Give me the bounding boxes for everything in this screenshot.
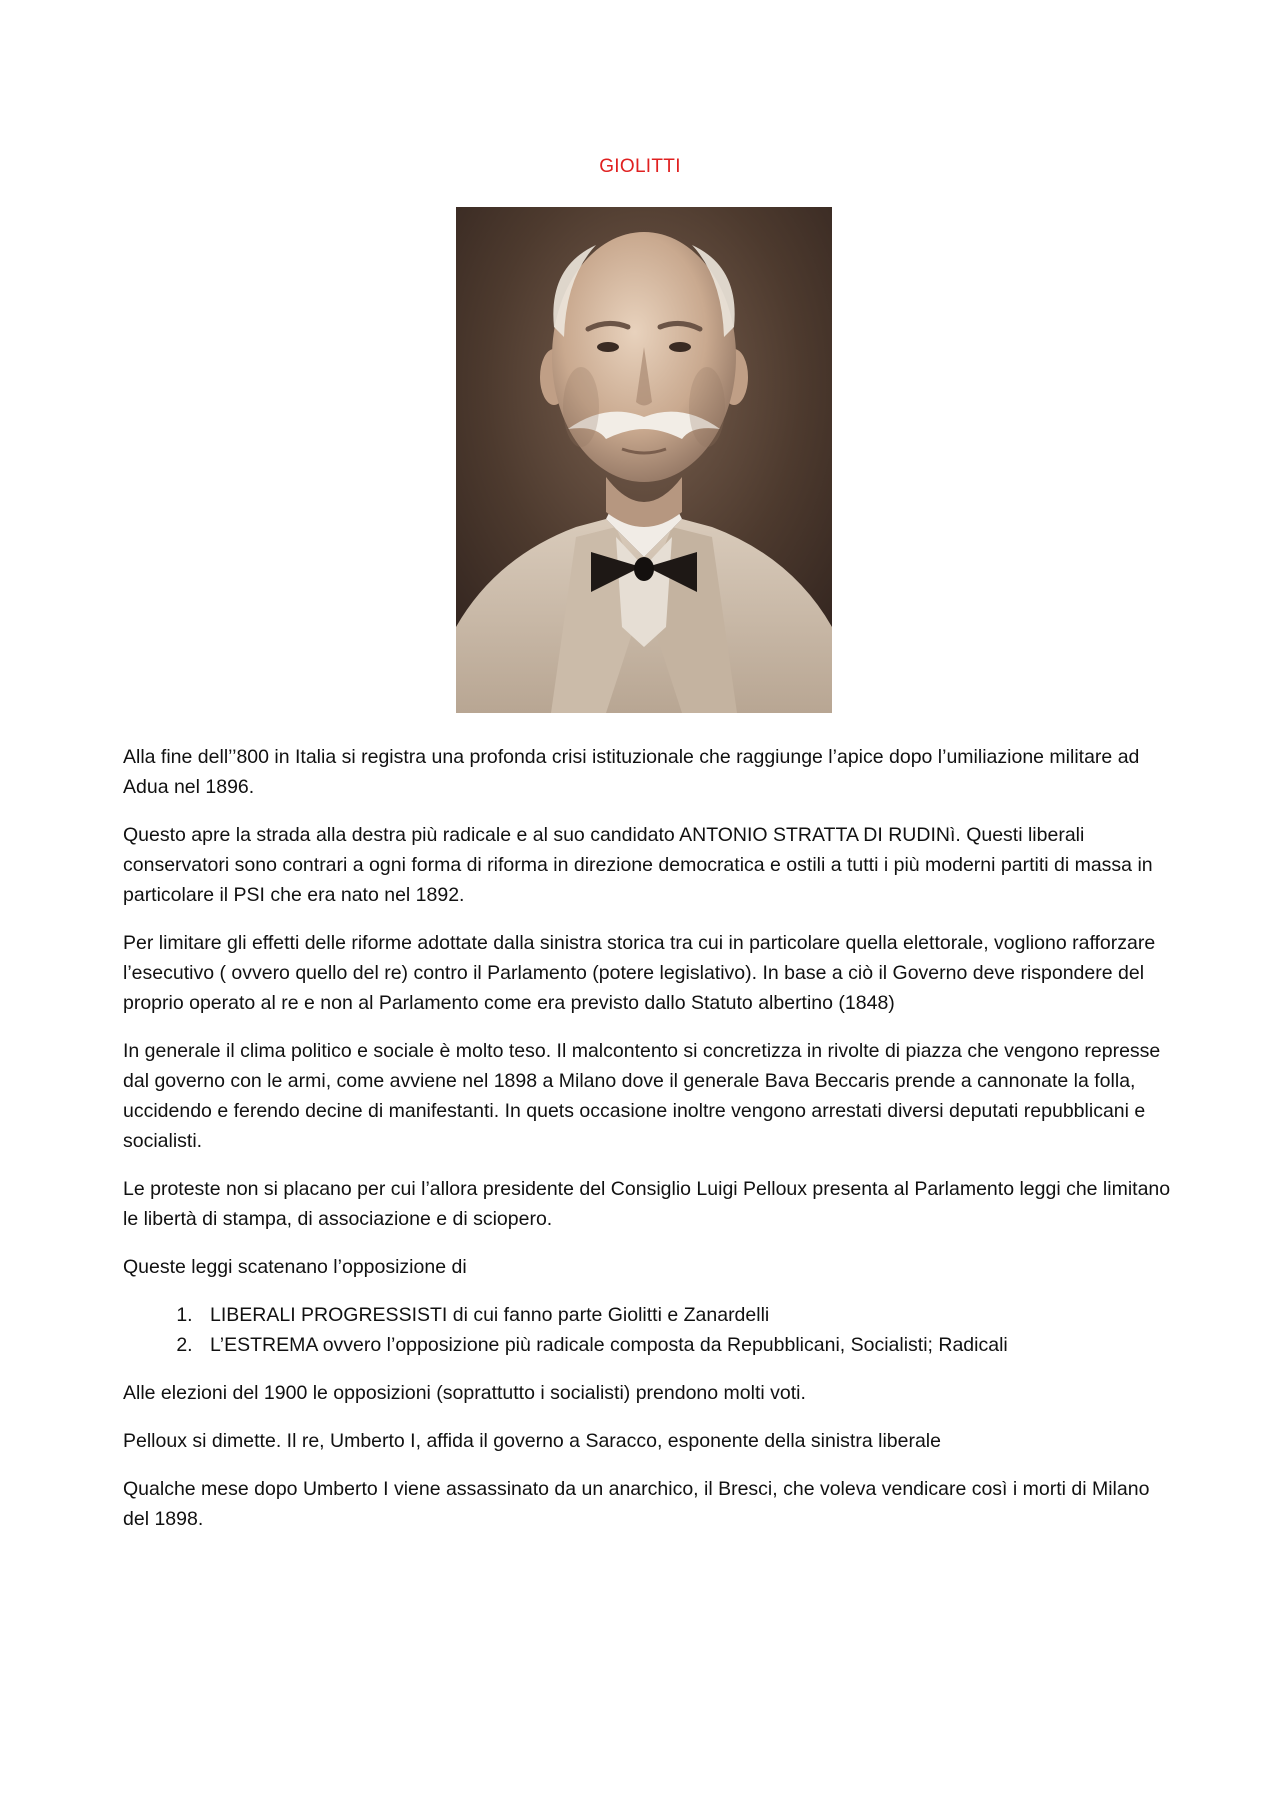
- list-item: 1. LIBERALI PROGRESSISTI di cui fanno parte Giolitti e Zanardelli: [198, 1300, 1173, 1330]
- portrait-illustration: [456, 207, 832, 713]
- paragraph: Per limitare gli effetti delle riforme adottate dalla sinistra storica tra cui in particolare quella elettorale, vogliono rafforzare l’esecutivo ( ovvero quello del re) contro il Parlamento (potere legislativo). In base a ciò il Governo deve rispondere del proprio operato al re e non al Parlamento come era previsto dallo Statuto albertino (1848): [123, 932, 1156, 1014]
- opposition-list: [123, 1300, 1173, 1360]
- paragraph: Queste leggi scatenano l’opposizione di: [123, 1256, 467, 1278]
- page-title: GIOLITTI: [599, 156, 681, 177]
- portrait-photo: [456, 207, 832, 713]
- paragraph: Questo apre la strada alla destra più radicale e al suo candidato ANTONIO STRATTA DI RUDINì. Questi liberali conservatori sono contrari a ogni forma di riforma in direzione democratica e ostili a tutti i più moderni partiti di massa in particolare il PSI che era nato nel 1892.: [123, 824, 1153, 906]
- document-body: [123, 742, 1173, 1552]
- paragraph: Qualche mese dopo Umberto I viene assassinato da un anarchico, il Bresci, che voleva vendicare così i morti di Milano del 1898.: [123, 1478, 1150, 1530]
- paragraph: In generale il clima politico e sociale è molto teso. Il malcontento si concretizza in rivolte di piazza che vengono represse dal governo con le armi, come avviene nel 1898 a Milano dove il generale Bava Beccaris prende a cannonate la folla, uccidendo e ferendo decine di manifestanti. In quets occasione inoltre vengono arrestati diversi deputati repubblicani e socialisti.: [123, 1040, 1161, 1152]
- paragraph: Pelloux si dimette. Il re, Umberto I, affida il governo a Saracco, esponente della sinistra liberale: [123, 1430, 941, 1452]
- paragraph: Le proteste non si placano per cui l’allora presidente del Consiglio Luigi Pelloux presenta al Parlamento leggi che limitano le libertà di stampa, di associazione e di sciopero.: [123, 1178, 1171, 1230]
- paragraph: Alla fine dell’’800 in Italia si registra una profonda crisi istituzionale che raggiunge l’apice dopo l’umiliazione militare ad Adua nel 1896.: [123, 746, 1140, 798]
- paragraph: Alle elezioni del 1900 le opposizioni (soprattutto i socialisti) prendono molti voti.: [123, 1382, 806, 1404]
- list-item: 2. L’ESTREMA ovvero l’opposizione più radicale composta da Repubblicani, Socialisti; Radicali: [198, 1330, 1173, 1360]
